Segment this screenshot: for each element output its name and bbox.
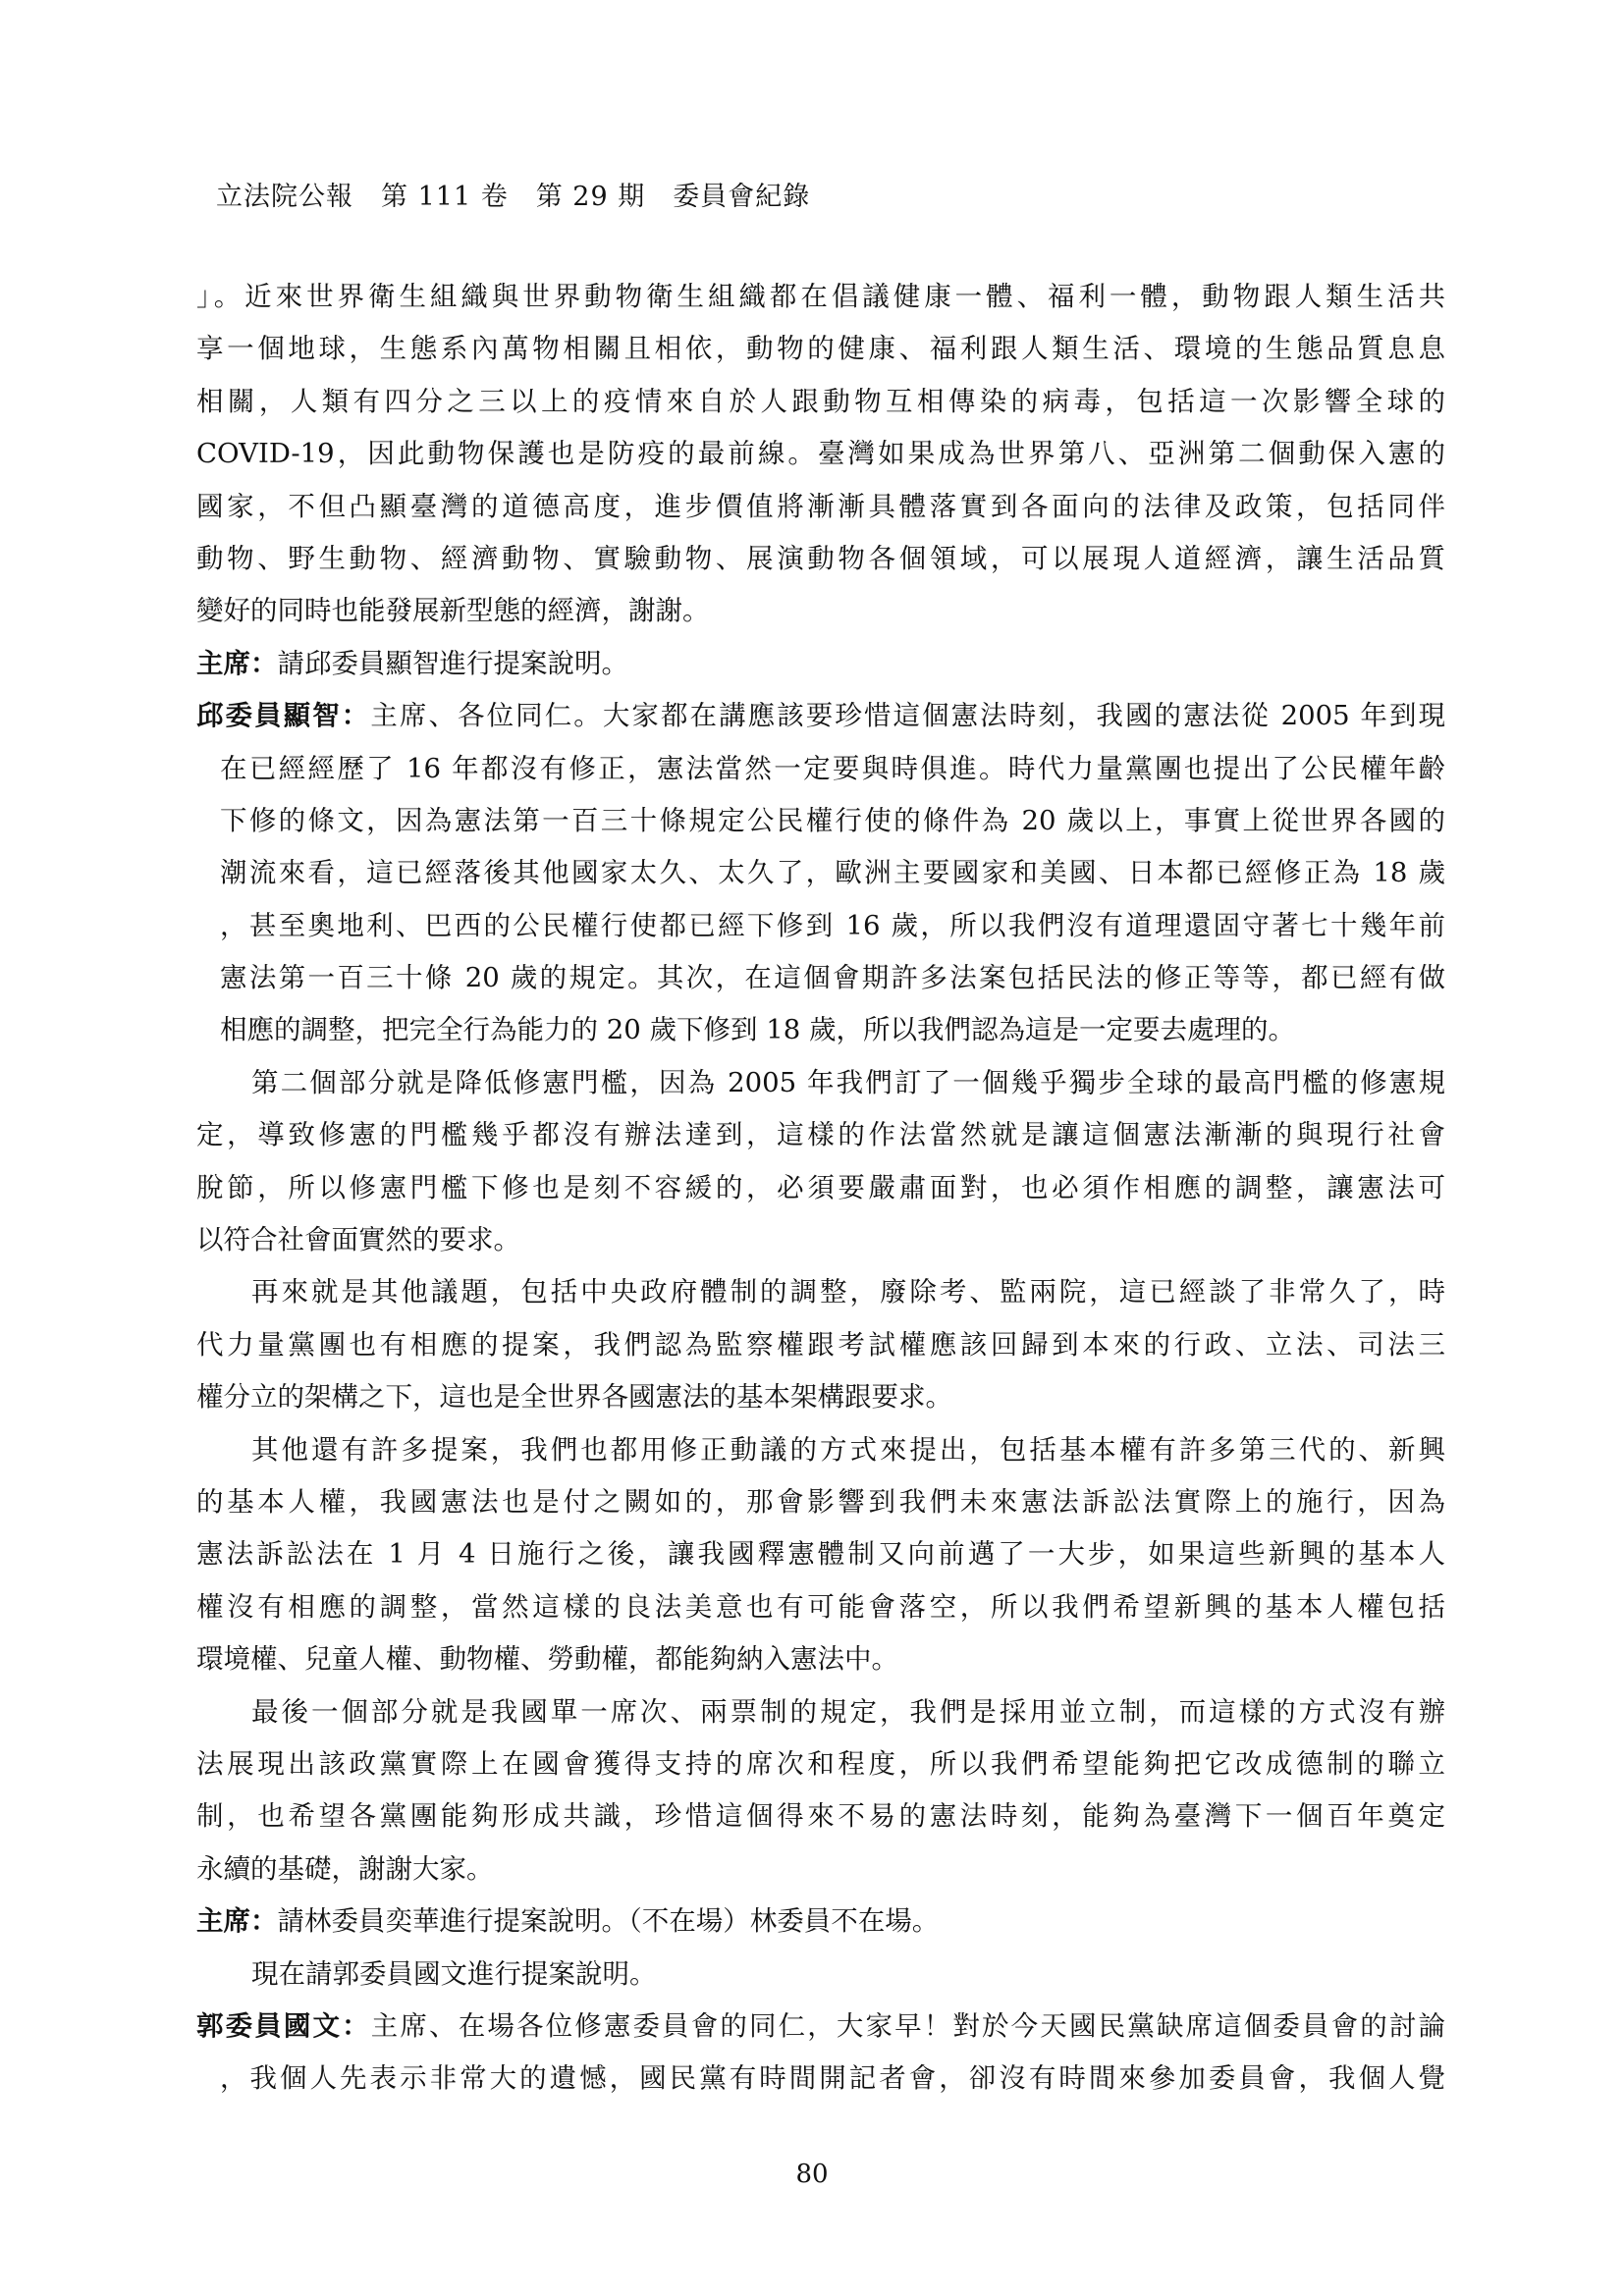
text-line: 變好的同時也能發展新型態的經濟，謝謝。 (196, 595, 710, 627)
speaker-line (196, 1896, 1445, 1948)
speaker-line (196, 690, 1445, 742)
paragraph (196, 1686, 1445, 1896)
text-line: 潮流來看，這已經落後其他國家太久、太久了，歐洲主要國家和美國、日本都已經修正為 18 歲 (220, 857, 1445, 889)
text-line: 動物、野生動物、經濟動物、實驗動物、展演動物各個領域，可以展現人道經濟，讓生活品質 (196, 542, 1445, 574)
speaker-paragraph (196, 690, 1445, 1057)
text-line: 定，導致修憲的門檻幾乎都沒有辦法達到，這樣的作法當然就是讓這個憲法漸漸的與現行社會 (196, 1119, 1445, 1151)
text-line: 第二個部分就是降低修憲門檻，因為 2005 年我們訂了一個幾乎獨步全球的最高門檻的修憲規 (251, 1066, 1445, 1098)
text-line: 下修的條文，因為憲法第一百三十條規定公民權行使的條件為 20 歲以上，事實上從世界各國的 (220, 804, 1445, 836)
speaker-paragraph (196, 638, 1445, 690)
page-number: 80 (795, 2160, 829, 2189)
text-line: 國家，不但凸顯臺灣的道德高度，進步價值將漸漸具體落實到各面向的法律及政策，包括同伴 (196, 490, 1445, 522)
paragraph (196, 1949, 1445, 2001)
speaker-name: 邱委員顯智： (196, 700, 371, 732)
speech-text: 主席、在場各位修憲委員會的同仁，大家早！對於今天國民黨缺席這個委員會的討論 (370, 2009, 1445, 2042)
text-line: 」。近來世界衛生組織與世界動物衛生組織都在倡議健康一體、福利一體，動物跟人類生活共 (196, 281, 1445, 312)
text-line: 權沒有相應的調整，當然這樣的良法美意也有可能會落空，所以我們希望新興的基本人權包括 (196, 1590, 1445, 1623)
transcript-body (196, 271, 1445, 2106)
text-line: 相關，人類有四分之三以上的疫情來自於人跟動物互相傳染的病毒，包括這一次影響全球的 (196, 385, 1445, 417)
speaker-name: 主席： (196, 1905, 278, 1938)
text-line: 在已經經歷了 16 年都沒有修正，憲法當然一定要與時俱進。時代力量黨團也提出了公民權年齡 (220, 752, 1445, 784)
text-line: 再來就是其他議題，包括中央政府體制的調整，廢除考、監兩院，這已經談了非常久了，時 (251, 1276, 1445, 1308)
text-line: 享一個地球，生態系內萬物相關且相依，動物的健康、福利跟人類生活、環境的生態品質息息 (196, 333, 1445, 365)
text-line: 環境權、兒童人權、動物權、勞動權，都能夠納入憲法中。 (196, 1643, 898, 1676)
paragraph (196, 1424, 1445, 1686)
text-line: ，我個人先表示非常大的遺憾，國民黨有時間開記者會，卻沒有時間來參加委員會，我個人覺 (220, 2062, 1445, 2095)
text-line: 代力量黨團也有相應的提案，我們認為監察權跟考試權應該回歸到本來的行政、立法、司法三 (196, 1328, 1445, 1361)
paragraph (196, 271, 1445, 638)
text-line: 憲法第一百三十條 20 歲的規定。其次，在這個會期許多法案包括民法的修正等等，都已經有做 (220, 962, 1445, 994)
speaker-name: 郭委員國文： (196, 2009, 371, 2042)
text-line: 的基本人權，我國憲法也是付之闕如的，那會影響到我們未來憲法訴訟法實際上的施行，因為 (196, 1485, 1445, 1518)
speaker-line (196, 638, 1445, 690)
text-line: 制，也希望各黨團能夠形成共識，珍惜這個得來不易的憲法時刻，能夠為臺灣下一個百年奠定 (196, 1800, 1445, 1833)
text-line: 法展現出該政黨實際上在國會獲得支持的席次和程度，所以我們希望能夠把它改成德制的聯立 (196, 1747, 1445, 1780)
paragraph (196, 1266, 1445, 1423)
text-line: ，甚至奧地利、巴西的公民權行使都已經下修到 16 歲，所以我們沒有道理還固守著七十幾年前 (220, 909, 1445, 941)
speaker-line (196, 2001, 1445, 2053)
gazette-header: 立法院公報 第 111 卷 第 29 期 委員會紀錄 (216, 182, 811, 212)
text-line: 脫節，所以修憲門檻下修也是刻不容緩的，必須要嚴肅面對，也必須作相應的調整，讓憲法可 (196, 1171, 1445, 1203)
text-line: 以符合社會面實然的要求。 (196, 1224, 520, 1256)
text-line: COVID-19，因此動物保護也是防疫的最前線。臺灣如果成為世界第八、亞洲第二個動保入憲的 (196, 438, 1445, 470)
paragraph (196, 1057, 1445, 1267)
speech-text: 主席、各位同仁。大家都在講應該要珍惜這個憲法時刻，我國的憲法從 2005 年到現 (370, 700, 1445, 732)
text-line: 現在請郭委員國文進行提案說明。 (251, 1957, 657, 1990)
text-line: 憲法訴訟法在 1 月 4 日施行之後，讓我國釋憲體制又向前邁了一大步，如果這些新興的基本人 (196, 1538, 1445, 1571)
text-line: 相應的調整，把完全行為能力的 20 歲下修到 18 歲，所以我們認為這是一定要去處理的。 (220, 1014, 1295, 1046)
text-line: 最後一個部分就是我國單一席次、兩票制的規定，我們是採用並立制，而這樣的方式沒有辦 (251, 1695, 1445, 1728)
speech-text: 請林委員奕華進行提案說明。（不在場）林委員不在場。 (277, 1905, 940, 1938)
text-line: 權分立的架構之下，這也是全世界各國憲法的基本架構跟要求。 (196, 1381, 952, 1414)
speaker-paragraph (196, 1896, 1445, 1948)
speech-text: 請邱委員顯智進行提案說明。 (277, 647, 628, 679)
speaker-paragraph (196, 2001, 1445, 2106)
speaker-name: 主席： (196, 647, 278, 679)
text-line: 永續的基礎，謝謝大家。 (196, 1852, 494, 1885)
text-line: 其他還有許多提案，我們也都用修正動議的方式來提出，包括基本權有許多第三代的、新興 (251, 1433, 1445, 1466)
